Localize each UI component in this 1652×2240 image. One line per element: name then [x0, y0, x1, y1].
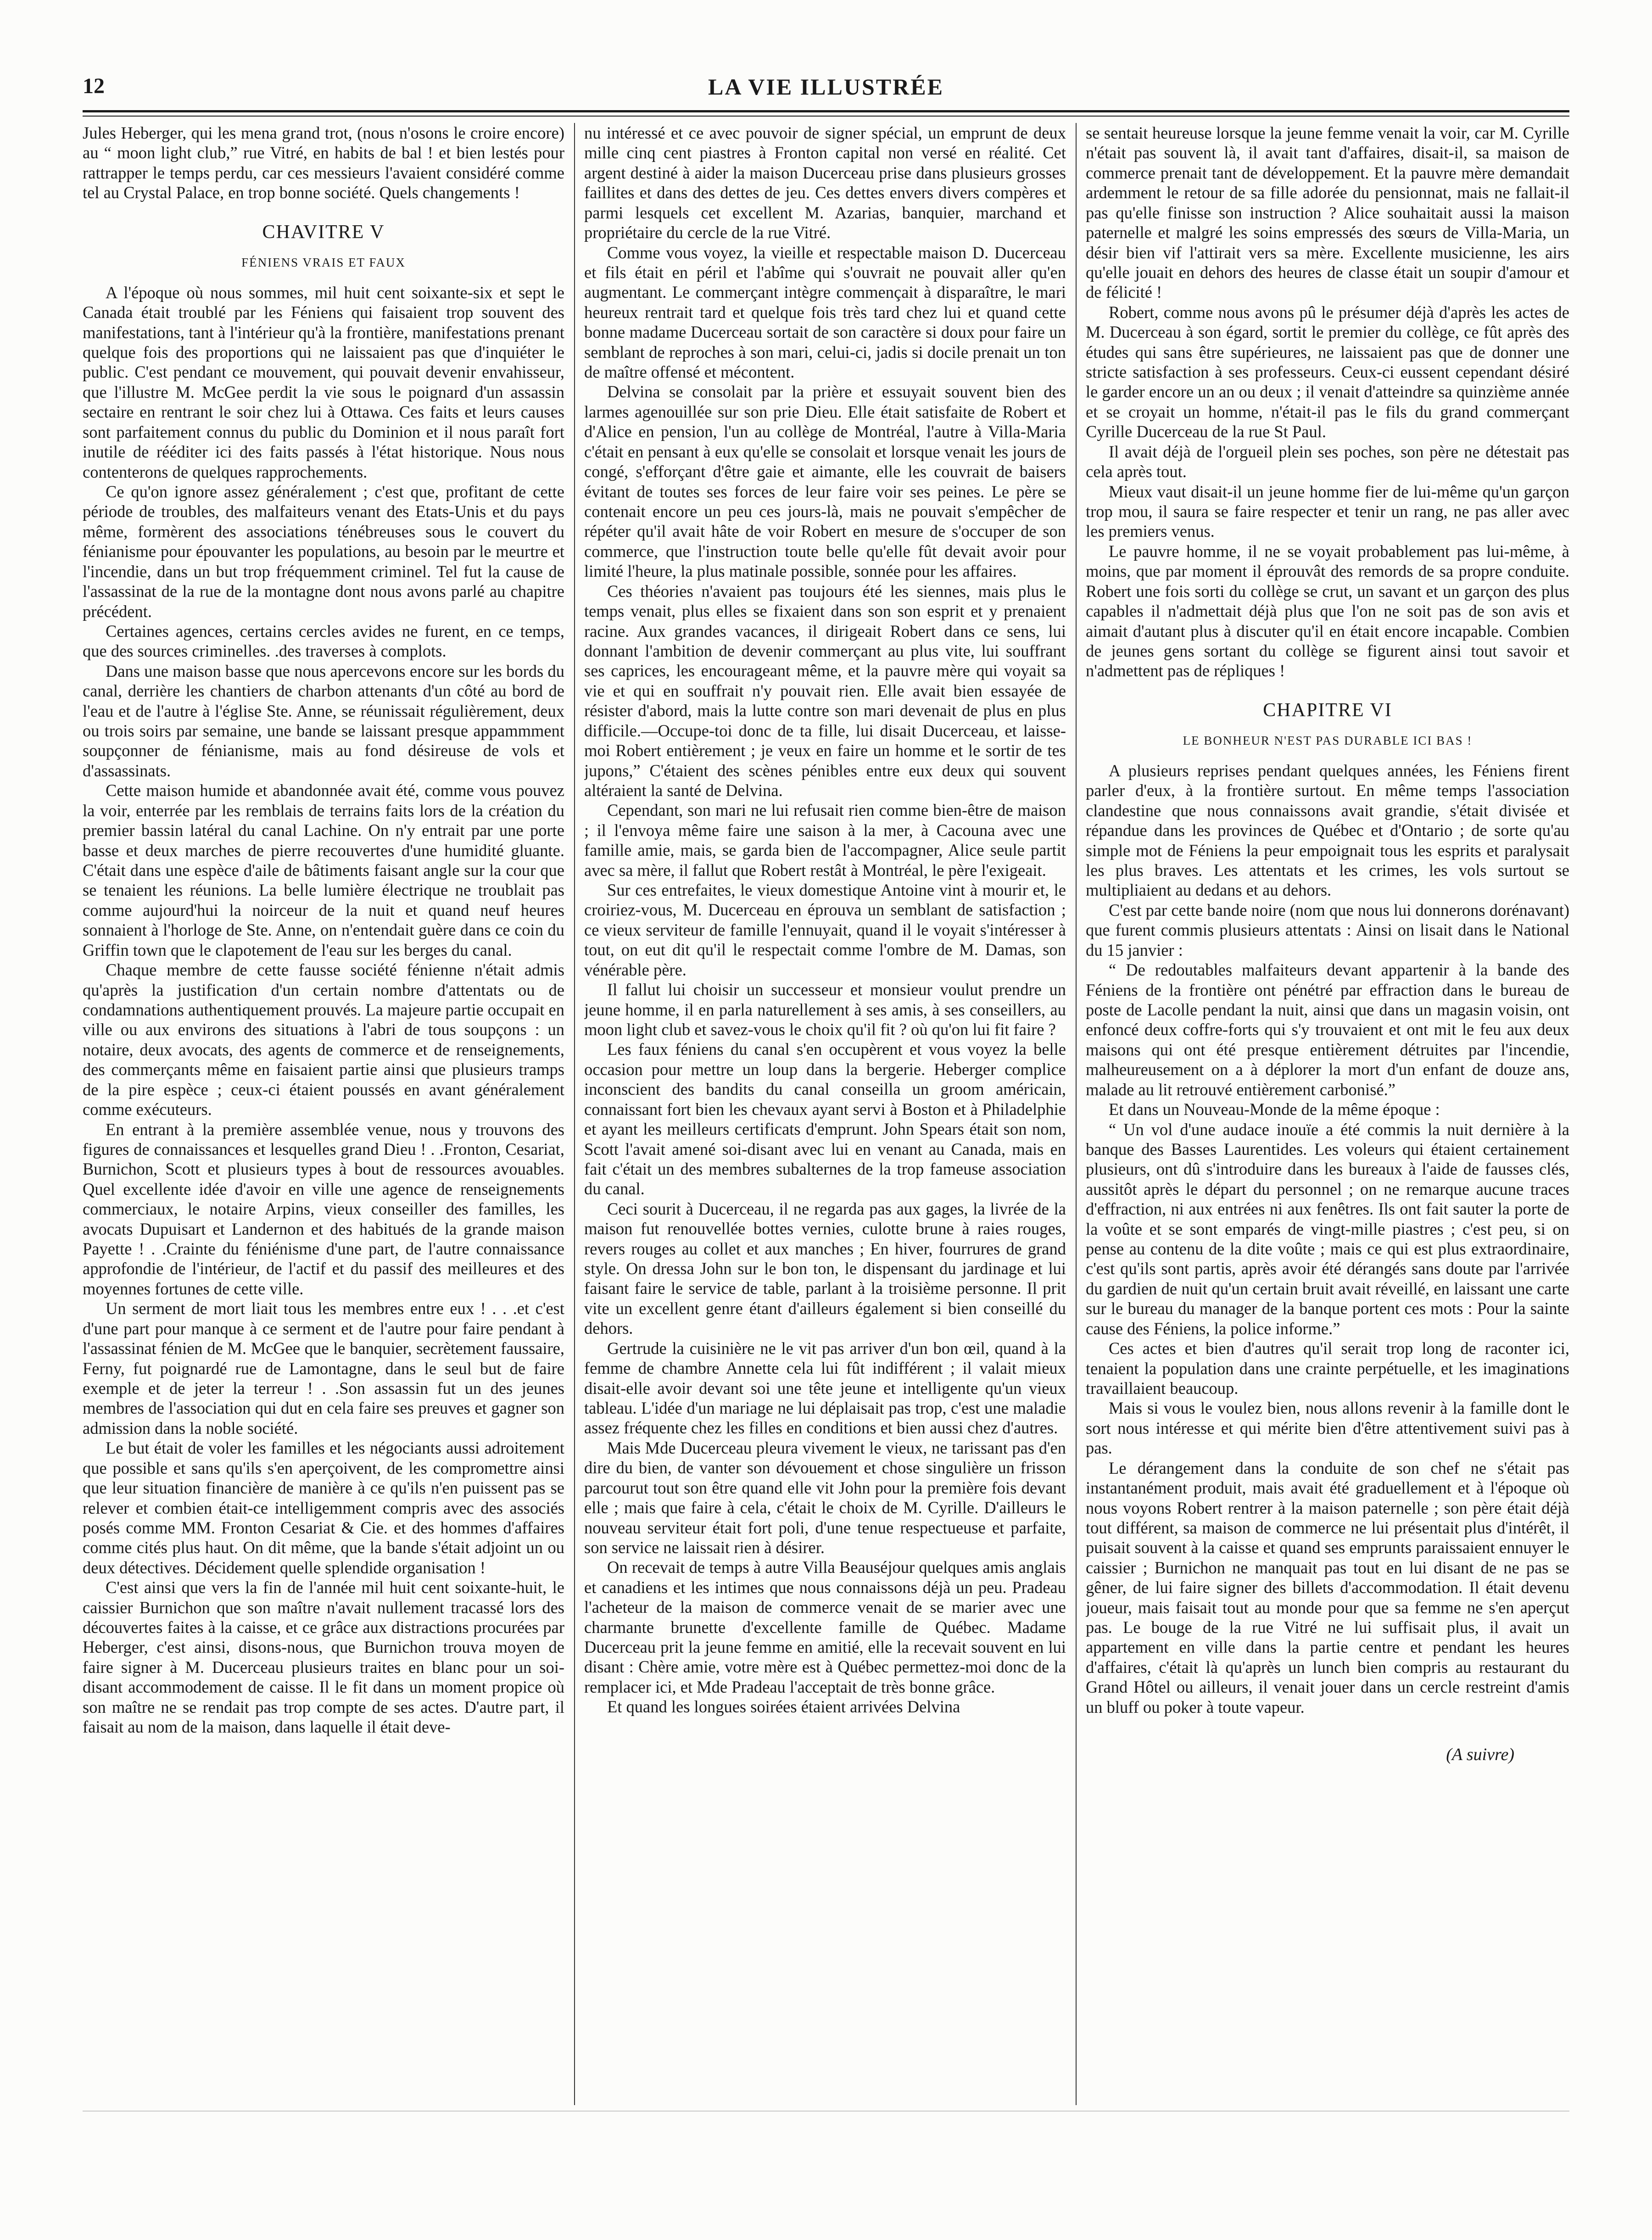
chapter-subtitle: LE BONHEUR N'EST PAS DURABLE ICI BAS ! — [1183, 733, 1473, 747]
paragraph: Cette maison humide et abandonnée avait été, comme vous pouvez la voir, enterrée par les remblais de terrains faits lors de la création du premier bassin latéral du canal Lachine. On n'y entrait par une porte basse et deux marches de pierre recouvertes d'une humidité gluante. C'était dans une espèce d'aile de bâtiments faisant angle sur la cour que se tenaient les réunions. La belle lumière électrique ne troublait pas comme aujourd'hui la noirceur de la nuit et quand neuf heures sonnaient à l'horloge de Ste. Anne, on n'entendait guère dans ce coin du Griffin town que le clapotement de l'eau sur les berges du canal. — [83, 781, 564, 959]
paragraph: Il avait déjà de l'orgueil plein ses poches, son père ne détestait pas cela après tout. — [1086, 442, 1569, 481]
paragraph: En entrant à la première assemblée venue, nous y trouvons des figures de connaissances et lesquelles grand Dieu ! . .Fronton, Cesariat, Burnichon, Scott et plusieurs types à bout de ressources avouables. Quel excellente idée d'avoir en ville une agence de renseignements commerciaux, le notaire Arpins, vieux conseiller des familles, les avocats Dupuisart et Landernon et des habitués de la grande maison Payette ! . .Crainte du féniénisme d'une part, de l'autre connaissance approfondie de l'intérieur, de l'actif et du passif des meilleures et des moyennes fortunes de cette ville. — [83, 1120, 564, 1298]
chapter-title: CHAVITRE V — [262, 221, 385, 243]
column-divider — [574, 123, 575, 2105]
column-divider — [1076, 123, 1077, 2105]
paragraph: Ce qu'on ignore assez généralement ; c'est que, profitant de cette période de troubles, des malfaiteurs venant des Etats-Unis et du pays même, formèrent des associations ténébreuses sous le couvert du fénianisme pour épouvanter les populations, au besoin par le meurtre et l'incendie, dans un but trop fréquemment criminel. Tel fut la cause de l'assassinat de la rue de la montagne dont nous avons parlé au chapitre précédent. — [83, 482, 564, 621]
paragraph: Certaines agences, certains cercles avides ne furent, en ce temps, que des sources criminelles. .des traverses à complots. — [83, 621, 564, 661]
paragraph: Il fallut lui choisir un successeur et monsieur voulut prendre un jeune homme, il en parla naturellement à ses amis, à ses conseillers, au moon light club et savez-vous le choix qu'il fit ? où qu'on lui fit faire ? — [584, 980, 1066, 1039]
paragraph: Ces théories n'avaient pas toujours été les siennes, mais plus le temps venait, plus elles se fixaient dans son son esprit et y prenaient racine. Aux grandes vacances, il dirigeait Robert dans ce sens, lui donnant l'ambition de devenir commerçant au plus vite, lui souffrant ses caprices, les encourageant même, et la pauvre mère qui voyait sa vie et qui en souffrait n'y pouvait rien. Elle avait bien essayée de résister d'abord, mais la lutte contre son mari devenait de plus en plus difficile.—Occupe-toi donc de ta fille, lui disait Ducerceau, et laisse-moi Robert entièrement ; je veux en faire un homme et le sortir de tes jupons,” C'étaient des scènes pénibles entre eux deux qui souvent altéraient la santé de Delvina. — [584, 581, 1066, 800]
paragraph: Gertrude la cuisinière ne le vit pas arriver d'un bon œil, quand à la femme de chambre Annette cela lui fût indifférent ; il valait mieux disait-elle avoir devant soi une tête jeune et intelligente qu'un vieux tableau. L'idée d'un mariage ne lui déplaisait pas trop, c'est une maladie assez fréquente chez les filles en conditions et bien aussi chez d'autres. — [584, 1338, 1066, 1438]
paragraph: A plusieurs reprises pendant quelques années, les Féniens firent parler d'eux, à la frontière surtout. En même temps l'association clandestine que nous connaissons avait grandie, s'était divisée et répandue dans les provinces de Québec et d'Ontario ; de sorte qu'au simple mot de Féniens la peur empoignait tous les esprits et paralysait les plus braves. Les attentats et les crimes, les vols surtout se multipliaient au dedans et au dehors. — [1086, 761, 1569, 900]
paragraph: C'est par cette bande noire (nom que nous lui donnerons dorénavant) que furent commis plusieurs attentats : Ainsi on lisait dans le National du 15 janvier : — [1086, 900, 1569, 959]
column-3 — [1086, 123, 1569, 2105]
paragraph: Cependant, son mari ne lui refusait rien comme bien-être de maison ; il l'envoya même faire une saison à la mer, à Cacouna avec une famille amie, mais, se garda bien de l'accompagner, Alice seule partit avec sa mère, il fallut que Robert restât à Montréal, le père l'exigeait. — [584, 801, 1066, 880]
paragraph: C'est ainsi que vers la fin de l'année mil huit cent soixante-huit, le caissier Burnichon que son maître n'avait nullement tracassé lors des découvertes faites à la caisse, et ce grâce aux distractions procurées par Heberger, c'est ainsi, disons-nous, que Burnichon trouva moyen de faire signer à M. Ducerceau plusieurs traites en blanc pour un soi-disant accommodement de caisse. Il le fit dans un moment propice où son maître ne se rendait pas trop compte de ses actes. D'autre part, il faisait au nom de la maison, dans laquelle il était deve- — [83, 1578, 564, 1737]
paragraph: A l'époque où nous sommes, mil huit cent soixante-six et sept le Canada était troublé par les Féniens qui faisaient trop souvent des manifestations, tant à l'intérieur qu'à la frontière, manifestations prenant quelque fois des proportions qui ne laissaient pas que d'inquiéter le public. C'est pendant ce mouvement, qui pouvait devenir envahisseur, que l'illustre M. McGee perdit la vie sous le poignard d'un assassin sectaire en rentrant le soir chez lui à Ottawa. Ces faits et leurs causes sont parfaitement connus du public du Dominion et il nous paraît fort inutile de rééditer ici des faits passés à l'état historique. Nous nous contenterons de quelques rapprochements. — [83, 283, 564, 481]
paragraph: Et dans un Nouveau-Monde de la même époque : — [1109, 1100, 1440, 1119]
paragraph: Comme vous voyez, la vieille et respectable maison D. Ducerceau et fils était en péril et l'abîme qui s'ouvrait ne pouvait aller qu'en augmentant. Le commerçant intègre commençait à disparaître, le mari heureux rentrait tard et quelque fois très tard chez lui et quand cette bonne madame Ducerceau sortait de son caractère si doux pour faire un semblant de reproches à son mari, celui-ci, jadis si docile prenait un ton de maître offensé et mécontent. — [584, 243, 1066, 382]
running-title: LA VIE ILLUSTRÉE — [708, 74, 944, 100]
header-rule-thin — [83, 116, 1569, 117]
page-header — [83, 69, 1569, 110]
paragraph: Ces actes et bien d'autres qu'il serait trop long de raconter ici, tenaient la population dans une crainte perpétuelle, et les imaginations travaillaient beaucoup. — [1086, 1339, 1569, 1398]
paragraph: Chaque membre de cette fausse société fénienne n'était admis qu'après la justification d'un certain nombre d'attentats ou de condamnations authentiquement prouvés. La majeure partie occupait en ville ou aux environs des situations à l'abri de tous soupçons : un notaire, deux avocats, des agents de commerce et de renseignements, des commerçants même en faisaient partie ainsi que plusieurs tramps de la pire espèce ; ceux-ci étaient poussés en avant généralement comme exécuteurs. — [83, 960, 564, 1119]
header-rule-thick — [83, 110, 1569, 112]
paragraph: Sur ces entrefaites, le vieux domestique Antoine vint à mourir et, le croiriez-vous, M. Ducerceau en éprouva un semblant de satisfaction ; ce vieux serviteur de famille l'ennuyait, quand il le voyait s'intéresser à tout, on eut dit qu'il le respectait comme l'ombre de M. Damas, son vénérable père. — [584, 880, 1066, 979]
chapter-title: CHAPITRE VI — [1263, 699, 1392, 721]
paragraph: Le but était de voler les familles et les négociants aussi adroitement que possible et sans qu'ils s'en aperçoivent, de les compromettre ainsi que leur situation financière de manière à ce qu'ils n'en puissent pas se relever et combien était-ce intelligemment compris avec des associés posés comme MM. Fronton Cesariat & Cie. et des hommes d'affaires comme cités plus haut. On dit même, que la bande s'était adjoint un ou deux détectives. Décidement quelle splendide organisation ! — [83, 1438, 564, 1577]
column-2 — [584, 123, 1066, 2105]
paragraph: Dans une maison basse que nous apercevons encore sur les bords du canal, derrière les chantiers de charbon attenants d'un côté au bord de l'eau et de l'autre à l'église Ste. Anne, se réunissait régulièrement, deux ou trois soirs par semaine, une bande se laissant presque appammment soupçonner de fénianisme, mais au fond désireuse de vols et d'assassinats. — [83, 661, 564, 780]
paragraph: Les faux féniens du canal s'en occupèrent et vous voyez la belle occasion pour mettre un loup dans la bergerie. Heberger complice inconscient des bandits du canal conseilla un groom américain, connaissant fort bien les chevaux ayant servi à Boston et à Philadelphie et ayant les meilleurs certificats d'emprunt. John Spears était son nom, Scott l'avait amené soi-disant avec lui en venant au Canada, mais en fait c'était un des membres subalternes de la trop fameuse association du canal. — [584, 1040, 1066, 1198]
paragraph: Et quand les longues soirées étaient arrivées Delvina — [607, 1697, 960, 1716]
page-number: 12 — [83, 74, 105, 98]
paragraph: “ De redoutables malfaiteurs devant appartenir à la bande des Féniens de la frontière ont pénétré par effraction dans le bureau de poste de Lacolle pendant la nuit, ainsi que dans un magasin voisin, ont enfoncé deux coffre-forts qui s'y trouvaient et ont mit le feu aux deux maisons qui ont été presque entièrement détruites par l'incendie, malheureusement on a à déplorer la mort d'un enfant de douze ans, malade au lit retrouvé entièrement carbonisé.” — [1086, 960, 1569, 1099]
paragraph: Mieux vaut disait-il un jeune homme fier de lui-même qu'un garçon trop mou, il saura se faire respecter et tenir un rang, ne pas aller avec les premiers venus. — [1086, 482, 1569, 541]
paragraph: Le pauvre homme, il ne se voyait probablement pas lui-même, à moins, que par moment il éprouvât des remords de sa propre conduite. Robert une fois sorti du collège se crut, un savant et un garçon des plus capables il n'admettait déjà plus que l'on ne soit pas de son avis et aimait d'autant plus à discuter qu'il en était encore incapable. Combien de jeunes gens sortant du collège se figurent ainsi tout savoir et n'admettent pas de répliques ! — [1086, 541, 1569, 680]
chapter-subtitle: FÉNIENS VRAIS ET FAUX — [241, 255, 406, 269]
paragraph: nu intéressé et ce avec pouvoir de signer spécial, un emprunt de deux mille cinq cent piastres à Fronton capital non versé en réalité. Cet argent destiné à aider la maison Ducerceau prise dans plusieurs grosses faillites et dans des dettes de jeu. Ces dettes envers divers compères et parmi lesquels cet excellent M. Azarias, banquier, marchand et propriétaire du cercle de la rue Vitré. — [584, 123, 1066, 242]
paragraph: Un serment de mort liait tous les membres entre eux ! . . .et c'est d'une part pour manque à ce serment et de l'autre pour faire pendant à l'assassinat fénien de M. McGee que le banquier, secrètement faussaire, Ferny, fut poignardé rue de Lamontagne, dans le seul but de faire exemple et de jeter la terreur ! . .Son assassin fut un des jeunes membres de l'association qui dut en cela faire ses preuves et gagner son admission dans la noble société. — [83, 1299, 564, 1438]
paragraph: Ceci sourit à Ducerceau, il ne regarda pas aux gages, la livrée de la maison fut renouvellée bottes vernies, culotte brune à raies rouges, revers rouges au collet et aux manches ; En hiver, fourrures de grand style. On dressa John sur le bon ton, le dispensant du jardinage et lui faisant faire le service de table, parlant à la troisième personne. Il prit vite un excellent genre étant d'ailleurs également si bien conseillé du dehors. — [584, 1199, 1066, 1338]
paragraph: se sentait heureuse lorsque la jeune femme venait la voir, car M. Cyrille n'était pas souvent là, il avait tant d'affaires, disait-il, sa maison de commerce prenait tant de développement. Et la pauvre mère demandait ardemment le retour de sa fille adorée du pensionnat, mais ne fallait-il pas qu'elle finisse son instruction ? Alice souhaitait aussi la maison paternelle et malgré les soins empressés des sœurs de Villa-Maria, un désir bien vif l'attirait vers sa mère. Excellente musicienne, les airs qu'elle jouait en dehors des heures de classe était un soupir d'amour et de félicité ! — [1086, 123, 1569, 302]
column-1 — [83, 123, 564, 2105]
paragraph: Robert, comme nous avons pû le présumer déjà d'après les actes de M. Ducerceau à son égard, sortit le premier du collège, ce fût après des études qui sans être supérieures, ne laissaient pas que de donner une stricte satisfaction à ses professeurs. Ceux-ci eussent cependant désiré le garder encore un an ou deux ; il venait d'atteindre sa quinzième année et se croyait un homme, n'était-il pas le fils du grand commerçant Cyrille Ducerceau de la rue St Paul. — [1086, 302, 1569, 441]
paragraph: Delvina se consolait par la prière et essuyait souvent bien des larmes agenouillée sur son prie Dieu. Elle était satisfaite de Robert et d'Alice en pension, l'un au collège de Montréal, l'autre à Villa-Maria c'était en pensant à eux qu'elle se consolait et lorsque venait les jours de congé, s'efforçant d'être gaie et aimante, elle les couvrait de baisers évitant de toutes ses forces de leur faire voir ses peines. Le père se contenait encore un peu ces jours-là, mais ne pouvait s'empêcher de répéter qu'il avait hâte de voir Robert en mesure de s'occuper de son commerce, que l'instruction toute belle qu'elle fût devait avoir pour limité l'heure, la plus matinale possible, sonnée pour les affaires. — [584, 382, 1066, 581]
to-be-continued: (A suivre) — [1446, 1745, 1514, 1765]
bottom-show-through — [83, 2111, 1569, 2112]
paragraph: Mais si vous le voulez bien, nous allons revenir à la famille dont le sort nous intéresse et qui mérite bien d'être attentivement suivi pas à pas. — [1086, 1399, 1569, 1458]
paragraph: Le dérangement dans la conduite de son chef ne s'était pas instantanément produit, mais avait été graduellement et à l'époque où nous voyons Robert rentrer à la maison paternelle ; son père était déjà tout différent, sa maison de commerce ne lui présentait plus d'intérêt, il puisait souvent à la caisse et quand ses emprunts paraissaient ennuyer le caissier ; Burnichon ne manquait pas tout en lui disant de ne pas se gêner, de lui faire signer des billets d'accommodation. Il était devenu joueur, mais faisait tout au monde pour que sa femme ne s'en aperçut pas. Le bouge de la rue Vitré ne lui suffisait plus, il avait un appartement en ville dans la partie centre et pendant les heures d'affaires, c'était là qu'après un lunch bien compris au restaurant du Grand Hôtel ou ailleurs, il venait jouer dans un cercle restreint d'amis un bluff ou poker à toute vapeur. — [1086, 1458, 1569, 1716]
paragraph: “ Un vol d'une audace inouïe a été commis la nuit dernière à la banque des Basses Laurentides. Les voleurs qui étaient certainement plusieurs, ont dû s'introduire dans les bureaux à l'aide de fausses clés, aussitôt après le départ du personnel ; on ne remarque aucune traces d'effraction, ni aux entrées ni aux fenêtres. Ils ont fait sauter la porte de la voûte et se sont emparés de vingt-mille piastres ; c'est peu, si on pense au contenu de la dite voûte ; mais ce qui est plus extraordinaire, c'est qu'ils sont partis, après avoir été dérangés sans doute par l'arrivée du gardien de nuit qu'un certain bruit avait réveillé, en laissant une carte sur le bureau du manager de la banque portent ces mots : Pour la sainte cause des Féniens, la police informe.” — [1086, 1120, 1569, 1338]
paragraph: On recevait de temps à autre Villa Beauséjour quelques amis anglais et canadiens et les intimes que nous connaissons déjà un peu. Pradeau l'acheteur de la maison de commerce venait de se marier avec une charmante brunette d'excellente famille de Québec. Madame Ducerceau prit la jeune femme en amitié, elle la recevait souvent en lui disant : Chère amie, votre mère est à Québec permettez-moi donc de la remplacer ici, et Mde Pradeau l'acceptait de très bonne grâce. — [584, 1558, 1066, 1696]
paragraph: Jules Heberger, qui les mena grand trot, (nous n'osons le croire encore) au “ moon light club,” rue Vitré, en habits de bal ! et bien lestés pour rattrapper le temps perdu, car ces messieurs l'avaient considéré comme tel au Crystal Palace, en trop bonne société. Quels changements ! — [83, 123, 564, 202]
paragraph: Mais Mde Ducerceau pleura vivement le vieux, ne tarissant pas d'en dire du bien, de vanter son dévouement et chose singulière un frisson parcourut tout son être quand elle vit John pour la première fois devant elle ; mais que faire à cela, c'était le choix de M. Cyrille. D'ailleurs le nouveau serviteur était fort poli, d'une tenue respectueuse et parfaite, son service ne laissait rien à désirer. — [584, 1438, 1066, 1557]
